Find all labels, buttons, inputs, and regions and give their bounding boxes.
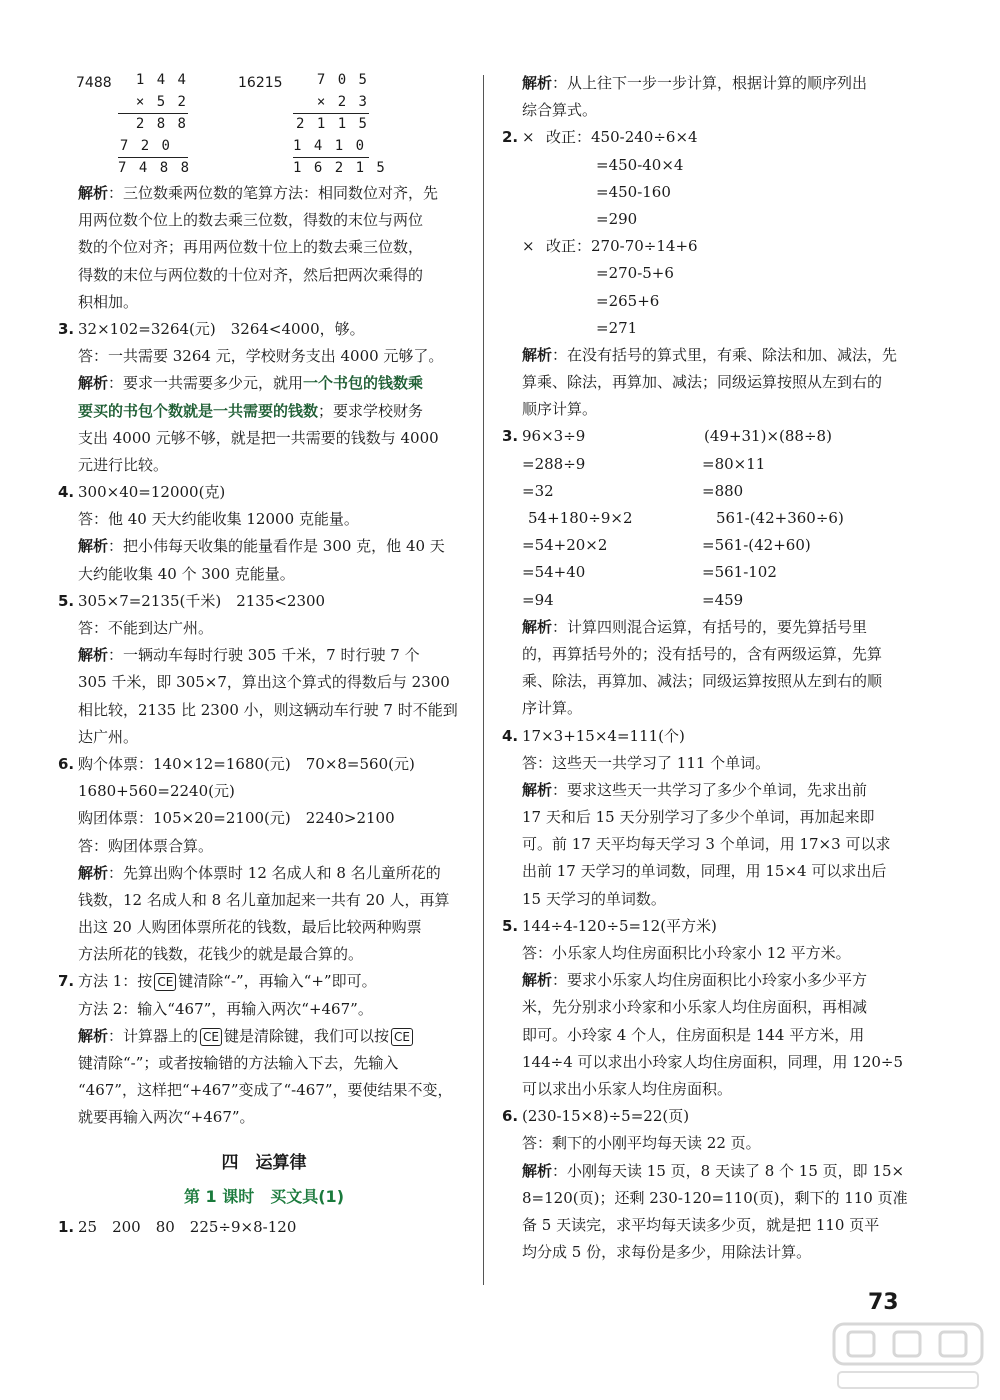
analysis-text: ：计算四则混合运算，有括号的，要先算括号里 bbox=[552, 617, 868, 636]
calc-step: 270-70÷14+6 bbox=[591, 237, 698, 256]
analysis-line: 305 千米，即 305×7，算出这个算式的得数后与 2300 bbox=[78, 673, 450, 692]
question-3-row bbox=[502, 423, 922, 450]
analysis-line bbox=[502, 777, 922, 804]
answer-text: 25 200 80 225÷9×8-120 bbox=[78, 1217, 297, 1236]
vertical-multiplications bbox=[58, 70, 470, 180]
page-number: 73 bbox=[868, 1290, 899, 1315]
analysis-line: 144÷4 可以求出小玲家人均住房面积，同理，用 120÷5 bbox=[522, 1052, 904, 1071]
mult1-grid bbox=[118, 70, 192, 180]
analysis-text: ：要求这些天一共学习了多少个单词，先求出前 bbox=[552, 780, 868, 799]
answer-line: 购团体票：105×20=2100(元) 2240>2100 bbox=[78, 809, 395, 828]
analysis-line: “467”，这样把“+467”变成了“-467”，要使结果不变， bbox=[78, 1081, 453, 1100]
mult2-grid bbox=[293, 70, 387, 180]
calc-step: 561-(42+360÷6) bbox=[716, 509, 844, 527]
calc-step: =561-(42+60) bbox=[702, 536, 811, 555]
answer-text: (230-15×8)÷5=22(页) bbox=[522, 1107, 690, 1126]
mult1-row: 7 4 8 8 bbox=[118, 157, 188, 180]
calc-step: =290 bbox=[596, 209, 638, 228]
question-2-line bbox=[502, 124, 922, 151]
analysis-line: 8=120(页)；还剩 230-120=110(页)，剩下的 110 页准 bbox=[522, 1188, 908, 1207]
wrong-mark: × bbox=[522, 237, 535, 256]
question-number: 3. bbox=[502, 427, 519, 446]
answer-text: 300×40=12000(克) bbox=[78, 483, 226, 502]
analysis-line bbox=[58, 398, 470, 425]
question-number: 4. bbox=[502, 726, 519, 745]
question-number: 4. bbox=[58, 483, 75, 502]
analysis-label: 解析 bbox=[78, 184, 109, 202]
analysis-line bbox=[502, 614, 922, 641]
analysis-label: 解析 bbox=[522, 617, 553, 636]
analysis-text: ：在没有括号的算式里，有乘、除法和加、减法，先 bbox=[552, 345, 898, 364]
calc-row bbox=[502, 451, 922, 478]
analysis-line bbox=[58, 642, 470, 669]
calc-step: =459 bbox=[702, 590, 744, 609]
analysis-line bbox=[58, 533, 470, 560]
analysis-line: 就要再输入两次“+467”。 bbox=[78, 1108, 255, 1127]
calc-step: =288÷9 bbox=[522, 454, 586, 473]
calc-row bbox=[502, 478, 922, 505]
mult2-row: 7 0 5 bbox=[316, 72, 369, 88]
question-number: 1. bbox=[58, 1217, 75, 1236]
analysis-line: 即可。小玲家 4 个人，住房面积是 144 平方米，用 bbox=[522, 1025, 865, 1044]
analysis-line bbox=[502, 70, 922, 97]
analysis-text: ：三位数乘两位数的笔算方法：相同数位对齐，先 bbox=[108, 184, 439, 202]
analysis-line bbox=[58, 180, 470, 207]
right-column bbox=[502, 70, 922, 1266]
wrong-mark: × bbox=[522, 128, 535, 147]
analysis-label: 解析 bbox=[78, 374, 109, 393]
analysis-line: 键清除“-”；或者按输错的方法输入下去，先输入 bbox=[78, 1054, 399, 1072]
ce-key-icon: CE bbox=[391, 1028, 413, 1046]
analysis-text: ：先算出购个体票时 12 名成人和 8 名儿童所花的 bbox=[108, 863, 441, 882]
mult2-row: × 2 3 bbox=[316, 93, 369, 110]
calc-step: =94 bbox=[522, 590, 554, 609]
calc-step: =450-160 bbox=[596, 182, 671, 201]
analysis-line bbox=[58, 1023, 470, 1050]
analysis-label: 解析 bbox=[522, 1161, 553, 1180]
answer-line: 答：小乐家人均住房面积比小玲家小 12 平方米。 bbox=[522, 944, 851, 962]
analysis-line bbox=[502, 342, 922, 369]
analysis-line: 备 5 天读完，求平均每天读多少页，就是把 110 页平 bbox=[522, 1215, 880, 1234]
lesson-title: 第 1 课时 买文具(1) bbox=[183, 1186, 345, 1206]
analysis-text: ；要求学校财务 bbox=[318, 401, 424, 420]
calc-step: =54+40 bbox=[522, 563, 586, 582]
answer-line: 1680+560=2240(元) bbox=[78, 782, 235, 801]
question-4-line bbox=[58, 479, 470, 506]
analysis-text: ：计算器上的 bbox=[108, 1026, 199, 1045]
answer-text: 方法 1：按 bbox=[78, 972, 153, 991]
answer-text: 键清除“-”，再输入“+”即可。 bbox=[178, 972, 377, 991]
answer-line: 方法 2：输入“467”，再输入两次“+467”。 bbox=[78, 999, 373, 1018]
calc-step: 450-240÷6×4 bbox=[591, 128, 698, 147]
analysis-line bbox=[58, 860, 470, 887]
analysis-text: ：要求小乐家人均住房面积比小玲家小多少平方 bbox=[552, 971, 868, 990]
mult2-row: 1 6 2 1 5 bbox=[293, 157, 369, 180]
calc-step: =265+6 bbox=[596, 291, 660, 310]
correction-label: 改正： bbox=[546, 128, 592, 147]
analysis-label: 解析 bbox=[522, 74, 553, 92]
question-7-line bbox=[58, 968, 470, 995]
calc-step: 54+180÷9×2 bbox=[528, 509, 633, 527]
analysis-line: 积相加。 bbox=[78, 292, 139, 311]
analysis-text: ：小刚每天读 15 页，8 天读了 8 个 15 页，即 15× bbox=[552, 1161, 905, 1180]
analysis-line: 15 天学习的单词数。 bbox=[522, 889, 666, 908]
watermark-logo-icon bbox=[828, 1318, 988, 1394]
mult1-row: 1 4 4 bbox=[135, 72, 188, 88]
calc-row bbox=[502, 559, 922, 586]
column-divider bbox=[483, 75, 484, 1285]
analysis-line: 得数的末位与两位数的十位对齐，然后把两次乘得的 bbox=[78, 265, 424, 284]
calc-row bbox=[502, 505, 922, 532]
analysis-line: 支出 4000 元够不够，就是把一共需要的钱数与 4000 bbox=[78, 428, 439, 447]
left-column bbox=[58, 70, 470, 1241]
question-1-line bbox=[58, 1214, 470, 1241]
section-title: 四 运算律 bbox=[221, 1152, 307, 1173]
calc-step: =561-102 bbox=[702, 563, 777, 582]
calc-step: (49+31)×(88÷8) bbox=[704, 427, 832, 446]
analysis-line: 可以求出小乐家人均住房面积。 bbox=[522, 1079, 733, 1098]
analysis-line: 出前 17 天学习的单词数，同理，用 15×4 可以求出后 bbox=[522, 862, 887, 881]
question-number: 5. bbox=[58, 591, 75, 610]
question-5-line bbox=[502, 913, 922, 940]
answer-text: 购个体票：140×12=1680(元) 70×8=560(元) bbox=[78, 754, 415, 773]
answer-line: 答：购团体票合算。 bbox=[78, 836, 214, 855]
question-number: 6. bbox=[502, 1107, 519, 1126]
question-6-line bbox=[502, 1103, 922, 1130]
answer-text: 305×7=2135(千米) 2135<2300 bbox=[78, 591, 326, 610]
question-number: 5. bbox=[502, 916, 519, 935]
ce-key-icon: CE bbox=[200, 1028, 222, 1046]
analysis-line: 顺序计算。 bbox=[522, 400, 598, 419]
analysis-line: 可。前 17 天平均每天学习 3 个单词，用 17×3 可以求 bbox=[522, 835, 891, 854]
analysis-line: 乘、除法，再算加、减法；同级运算按照从左到右的顺 bbox=[522, 672, 883, 691]
answer-text: 144÷4-120÷5=12(平方米) bbox=[522, 916, 717, 935]
question-3-line bbox=[58, 316, 470, 343]
analysis-label: 解析 bbox=[522, 780, 553, 799]
highlighted-text: 一个书包的钱数乘 bbox=[303, 374, 424, 393]
question-5-line bbox=[58, 588, 470, 615]
question-number: 2. bbox=[502, 128, 519, 147]
answer-line: 答：这些天一共学习了 111 个单词。 bbox=[522, 753, 771, 772]
analysis-line: 17 天和后 15 天分别学习了多少个单词，再加起来即 bbox=[522, 808, 875, 827]
analysis-text: ：从上往下一步一步计算，根据计算的顺序列出 bbox=[552, 74, 868, 92]
analysis-line: 相比较，2135 比 2300 小，则这辆动车行驶 7 时不能到 bbox=[78, 700, 458, 719]
answer-line: 答：他 40 天大约能收集 12000 克能量。 bbox=[78, 510, 359, 529]
analysis-label: 解析 bbox=[78, 1026, 109, 1045]
question-number: 3. bbox=[58, 319, 75, 338]
analysis-line: 方法所花的钱数，花钱少的就是最合算的。 bbox=[78, 945, 364, 964]
calc-step: =880 bbox=[702, 481, 744, 500]
analysis-line: 用两位数个位上的数去乘三位数，得数的末位与两位 bbox=[78, 211, 424, 230]
question-number: 7. bbox=[58, 972, 75, 991]
analysis-line: 数的个位对齐；再用两位数十位上的数去乘三位数， bbox=[78, 238, 424, 257]
calc-step: =270-5+6 bbox=[596, 264, 674, 283]
analysis-label: 解析 bbox=[522, 345, 553, 364]
analysis-text: ：要求一共需要多少元，就用 bbox=[108, 374, 304, 393]
analysis-line: 序计算。 bbox=[522, 699, 583, 718]
calc-step: =32 bbox=[522, 481, 554, 500]
analysis-label: 解析 bbox=[78, 646, 109, 665]
analysis-line: 出这 20 人购团体票所花的钱数，最后比较两种购票 bbox=[78, 918, 422, 937]
answer-text: 32×102=3264(元) 3264<4000，够。 bbox=[78, 319, 365, 338]
analysis-text: ：一辆动车每时行驶 305 千米，7 时行驶 7 个 bbox=[108, 646, 420, 665]
analysis-line: 达广州。 bbox=[78, 727, 139, 746]
answer-line: 答：一共需要 3264 元，学校财务支出 4000 元够了。 bbox=[78, 347, 444, 366]
question-number: 6. bbox=[58, 754, 75, 773]
analysis-label: 解析 bbox=[78, 537, 109, 556]
calc-step: =80×11 bbox=[702, 454, 766, 473]
highlighted-text: 要买的书包个数就是一共需要的钱数 bbox=[78, 401, 319, 420]
answer-line: 答：剩下的小刚平均每天读 22 页。 bbox=[522, 1134, 761, 1153]
mult2-result: 16215 bbox=[238, 75, 283, 91]
analysis-text: ：把小伟每天收集的能量看作是 300 克，他 40 天 bbox=[108, 537, 445, 556]
mult2-row: 1 4 1 0 bbox=[293, 137, 367, 154]
answer-line: 答：不能到达广州。 bbox=[78, 619, 214, 637]
mult1-row: × 5 2 bbox=[135, 93, 188, 110]
analysis-text: 键是清除键，我们可以按 bbox=[224, 1026, 390, 1045]
analysis-line: 米，先分别求小玲家和小乐家人均住房面积，再相减 bbox=[522, 998, 868, 1017]
mult1-row: 2 8 8 bbox=[118, 113, 188, 136]
calc-step: =450-40×4 bbox=[596, 155, 684, 174]
ce-key-icon: CE bbox=[154, 973, 176, 991]
analysis-line: 大约能收集 40 个 300 克能量。 bbox=[78, 564, 295, 583]
analysis-line bbox=[58, 370, 470, 397]
answer-text: 17×3+15×4=111(个) bbox=[522, 726, 685, 745]
analysis-line: 综合算式。 bbox=[522, 101, 598, 120]
analysis-label: 解析 bbox=[522, 971, 553, 990]
calc-row bbox=[502, 532, 922, 559]
analysis-line bbox=[502, 1158, 922, 1185]
question-6-line bbox=[58, 751, 470, 778]
analysis-line: 算乘、除法，再算加、减法；同级运算按照从左到右的 bbox=[522, 373, 883, 392]
question-4-line bbox=[502, 723, 922, 750]
calc-step: =271 bbox=[596, 318, 638, 337]
analysis-line: 钱数，12 名成人和 8 名儿童加起来一共有 20 人，再算 bbox=[78, 890, 450, 909]
calc-step: =54+20×2 bbox=[522, 536, 608, 555]
calc-step: 96×3÷9 bbox=[522, 427, 586, 446]
calc-row bbox=[502, 587, 922, 614]
analysis-line: 均分成 5 份，求每份是多少，用除法计算。 bbox=[522, 1243, 812, 1262]
mult1-row: 7 2 0 bbox=[119, 137, 172, 154]
correction-line bbox=[502, 233, 922, 260]
analysis-label: 解析 bbox=[78, 863, 109, 882]
correction-label: 改正： bbox=[546, 237, 592, 256]
mult1-result: 7488 bbox=[76, 75, 112, 91]
analysis-line bbox=[502, 967, 922, 994]
analysis-line: 元进行比较。 bbox=[78, 455, 169, 474]
analysis-line: 的，再算括号外的；没有括号的，含有两级运算，先算 bbox=[522, 644, 883, 663]
mult2-row: 2 1 1 5 bbox=[293, 113, 369, 136]
